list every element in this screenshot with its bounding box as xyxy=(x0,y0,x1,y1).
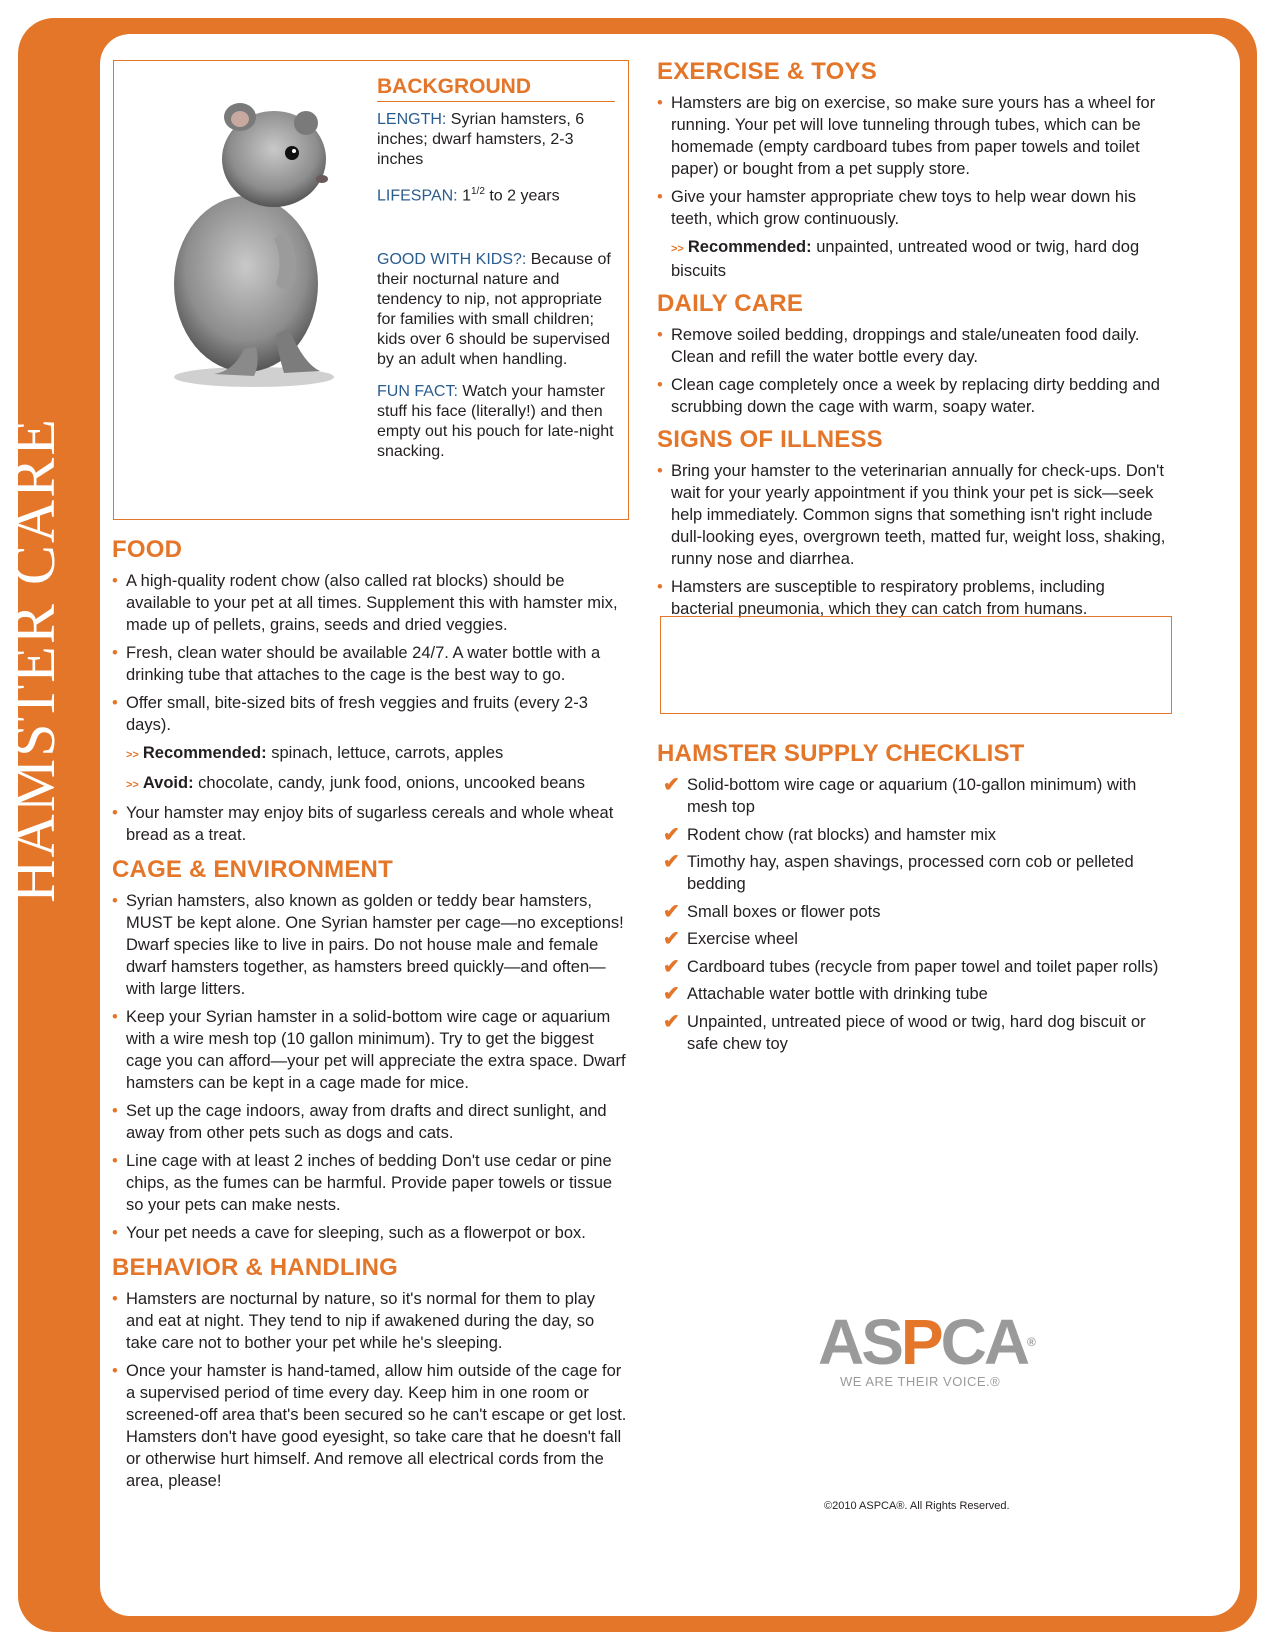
kids-label: GOOD WITH KIDS?: xyxy=(377,251,527,269)
illness-list xyxy=(657,460,1167,620)
logo-p: P xyxy=(900,1306,941,1378)
funfact-label: FUN FACT: xyxy=(377,383,458,401)
list-item: • Give your hamster appropriate chew toys to help wear down his teeth, which grow continuously. xyxy=(657,186,1167,230)
list-item: • Line cage with at least 2 inches of bedding Don't use cedar or pine chips, as the fumes can be harmful. Provide paper towels or tissue so your pets can make nests. xyxy=(112,1150,627,1216)
list-item xyxy=(657,983,1177,1005)
background-heading: BACKGROUND xyxy=(377,75,615,102)
arrow-icon: >> xyxy=(671,243,684,255)
check-icon: ✔ xyxy=(663,955,680,978)
check-icon: ✔ xyxy=(663,983,680,1005)
length-text: Syrian hamsters, 6 inches; dwarf hamsters, 2-3 inches xyxy=(377,111,585,168)
lifespan-text: to 2 years xyxy=(489,187,560,205)
logo-as: AS xyxy=(818,1306,901,1378)
blank-box xyxy=(660,616,1172,714)
checklist-list xyxy=(657,774,1177,1055)
side-title: HAMSTER CARE xyxy=(1,417,67,903)
list-item: • Your pet needs a cave for sleeping, such as a flowerpot or box. xyxy=(112,1222,627,1244)
list-item xyxy=(657,901,1177,923)
kids-paragraph xyxy=(377,250,615,370)
recommended-label: Recommended: xyxy=(687,238,812,256)
list-item: • Offer small, bite-sized bits of fresh veggies and fruits (every 2-3 days). xyxy=(112,692,627,736)
check-icon: ✔ xyxy=(663,928,680,950)
checklist-item-text: Solid-bottom wire cage or aquarium (10-gallon minimum) with mesh top xyxy=(687,776,1137,816)
list-item: • Hamsters are susceptible to respiratory problems, including bacterial pneumonia, which they can catch from humans. xyxy=(657,576,1167,620)
recommended-text: unpainted, untreated wood or twig, hard dog biscuits xyxy=(671,238,1140,280)
checklist-item-text: Attachable water bottle with drinking tube xyxy=(687,985,988,1003)
list-item: • Keep your Syrian hamster in a solid-bottom wire cage or aquarium with a wire mesh top (10 gallon minimum). Try to get the biggest cage you can afford—your pet will appreciate the extra space. Dwarf hamsters can be kept in a cage made for mice. xyxy=(112,1006,627,1094)
food-list xyxy=(112,570,627,736)
checklist-heading: HAMSTER SUPPLY CHECKLIST xyxy=(657,740,1025,767)
arrow-icon: >> xyxy=(126,749,139,761)
list-item xyxy=(657,774,1177,818)
list-item: • Clean cage completely once a week by replacing dirty bedding and scrubbing down the cage with warm, soapy water. xyxy=(657,374,1167,418)
list-item xyxy=(657,928,1177,950)
behavior-heading: BEHAVIOR & HANDLING xyxy=(112,1254,399,1281)
logo-registered: ® xyxy=(1027,1335,1033,1349)
logo-tagline: WE ARE THEIR VOICE.® xyxy=(840,1374,1001,1389)
checklist-item-text: Small boxes or flower pots xyxy=(687,902,881,921)
kids-text: Because of their nocturnal nature and tendency to nip, not appropriate for families with small children; kids over 6 should be supervised by an adult when handling. xyxy=(377,251,611,369)
list-item xyxy=(657,956,1177,978)
check-icon: ✔ xyxy=(663,774,680,796)
recommended-label: Recommended: xyxy=(142,744,267,762)
aspca-logo xyxy=(818,1306,1033,1389)
check-icon: ✔ xyxy=(663,823,680,846)
left-column xyxy=(112,536,627,1498)
logo-wordmark xyxy=(818,1306,1033,1378)
daily-heading: DAILY CARE xyxy=(657,290,804,317)
exercise-heading: EXERCISE & TOYS xyxy=(657,58,877,85)
check-icon: ✔ xyxy=(663,1010,680,1033)
list-item xyxy=(657,851,1177,895)
food-list-extra xyxy=(112,802,627,846)
list-item: • A high-quality rodent chow (also called rat blocks) should be available to your pet at all times. Supplement this with hamster mix, made up of pellets, grains, seeds and dried veggies. xyxy=(112,570,627,636)
check-icon: ✔ xyxy=(663,900,680,923)
list-item: • Hamsters are nocturnal by nature, so it's normal for them to play and eat at night. They tend to nip if awakened during the day, so take care not to bother your pet while he's sleeping. xyxy=(112,1288,627,1354)
behavior-list xyxy=(112,1288,627,1492)
lifespan-paragraph xyxy=(377,182,615,206)
logo-ca: CA xyxy=(940,1306,1028,1378)
food-recommended xyxy=(112,742,627,766)
checklist-item-text: Unpainted, untreated piece of wood or twig, hard dog biscuit or safe chew toy xyxy=(687,1012,1146,1053)
background-box xyxy=(113,60,629,520)
copyright: ©2010 ASPCA®. All Rights Reserved. xyxy=(824,1500,1010,1512)
arrow-icon: >> xyxy=(126,779,139,791)
food-heading: FOOD xyxy=(112,536,183,563)
check-icon: ✔ xyxy=(663,851,680,873)
lifespan-num: 1 xyxy=(462,187,471,205)
illness-heading: SIGNS OF ILLNESS xyxy=(657,426,883,453)
length-label: LENGTH: xyxy=(377,111,447,128)
right-column xyxy=(657,58,1167,626)
recommended-text: spinach, lettuce, carrots, apples xyxy=(271,744,504,762)
daily-list xyxy=(657,324,1167,418)
funfact-text: Watch your hamster stuff his face (literally!) and then empty out his pouch for late-night snacking. xyxy=(377,383,614,461)
list-item: • Your hamster may enjoy bits of sugarless cereals and whole wheat bread as a treat. xyxy=(112,802,627,846)
list-item xyxy=(657,1011,1177,1055)
exercise-recommended xyxy=(657,236,1167,282)
checklist-item-text: Cardboard tubes (recycle from paper towel and toilet paper rolls) xyxy=(687,957,1159,976)
lifespan-fraction: 1/2 xyxy=(470,186,485,197)
list-item: • Hamsters are big on exercise, so make sure yours has a wheel for running. Your pet will love tunneling through tubes, which can be homemade (empty cardboard tubes from paper towels and toilet paper) or bought from a pet supply store. xyxy=(657,92,1167,180)
list-item xyxy=(657,824,1177,846)
checklist-item-text: Rodent chow (rat blocks) and hamster mix xyxy=(687,825,997,844)
exercise-list xyxy=(657,92,1167,230)
food-avoid xyxy=(112,772,627,796)
checklist-section xyxy=(657,740,1177,1060)
checklist-item-text: Timothy hay, aspen shavings, processed corn cob or pelleted bedding xyxy=(687,853,1134,893)
length-paragraph xyxy=(377,110,615,170)
hamster-image xyxy=(134,79,344,399)
list-item: • Syrian hamsters, also known as golden or teddy bear hamsters, MUST be kept alone. One Syrian hamster per cage—no exceptions! Dwarf species like to live in pairs. Do not house male and female dwarf hamsters together, as hamsters breed quickly—and often—with large litters. xyxy=(112,890,627,1000)
lifespan-label: LIFESPAN: xyxy=(377,187,458,205)
cage-list xyxy=(112,890,627,1244)
list-item: • Bring your hamster to the veterinarian annually for check-ups. Don't wait for your yearly appointment if you think your pet is sick—seek help immediately. Common signs that something isn't right include dull-looking eyes, overgrown teeth, matted fur, weight loss, shaking, runny nose and diarrhea. xyxy=(657,460,1167,570)
list-item: • Set up the cage indoors, away from drafts and direct sunlight, and away from other pets such as dogs and cats. xyxy=(112,1100,627,1144)
list-item: • Once your hamster is hand-tamed, allow him outside of the cage for a supervised period of time every day. Keep him in one room or screened-off area that's been secured so he can't escape or get lost. Hamsters don't have good eyesight, so take care that he doesn't fall or otherwise hurt himself. And remove all electrical cords from the area, please! xyxy=(112,1360,627,1492)
list-item: • Remove soiled bedding, droppings and stale/uneaten food daily. Clean and refill the water bottle every day. xyxy=(657,324,1167,368)
avoid-label: Avoid: xyxy=(142,774,194,792)
checklist-item-text: Exercise wheel xyxy=(687,930,798,948)
funfact-paragraph xyxy=(377,382,615,462)
avoid-text: chocolate, candy, junk food, onions, uncooked beans xyxy=(198,774,585,792)
cage-heading: CAGE & ENVIRONMENT xyxy=(112,856,393,883)
list-item: • Fresh, clean water should be available 24/7. A water bottle with a drinking tube that attaches to the cage is the best way to go. xyxy=(112,642,627,686)
